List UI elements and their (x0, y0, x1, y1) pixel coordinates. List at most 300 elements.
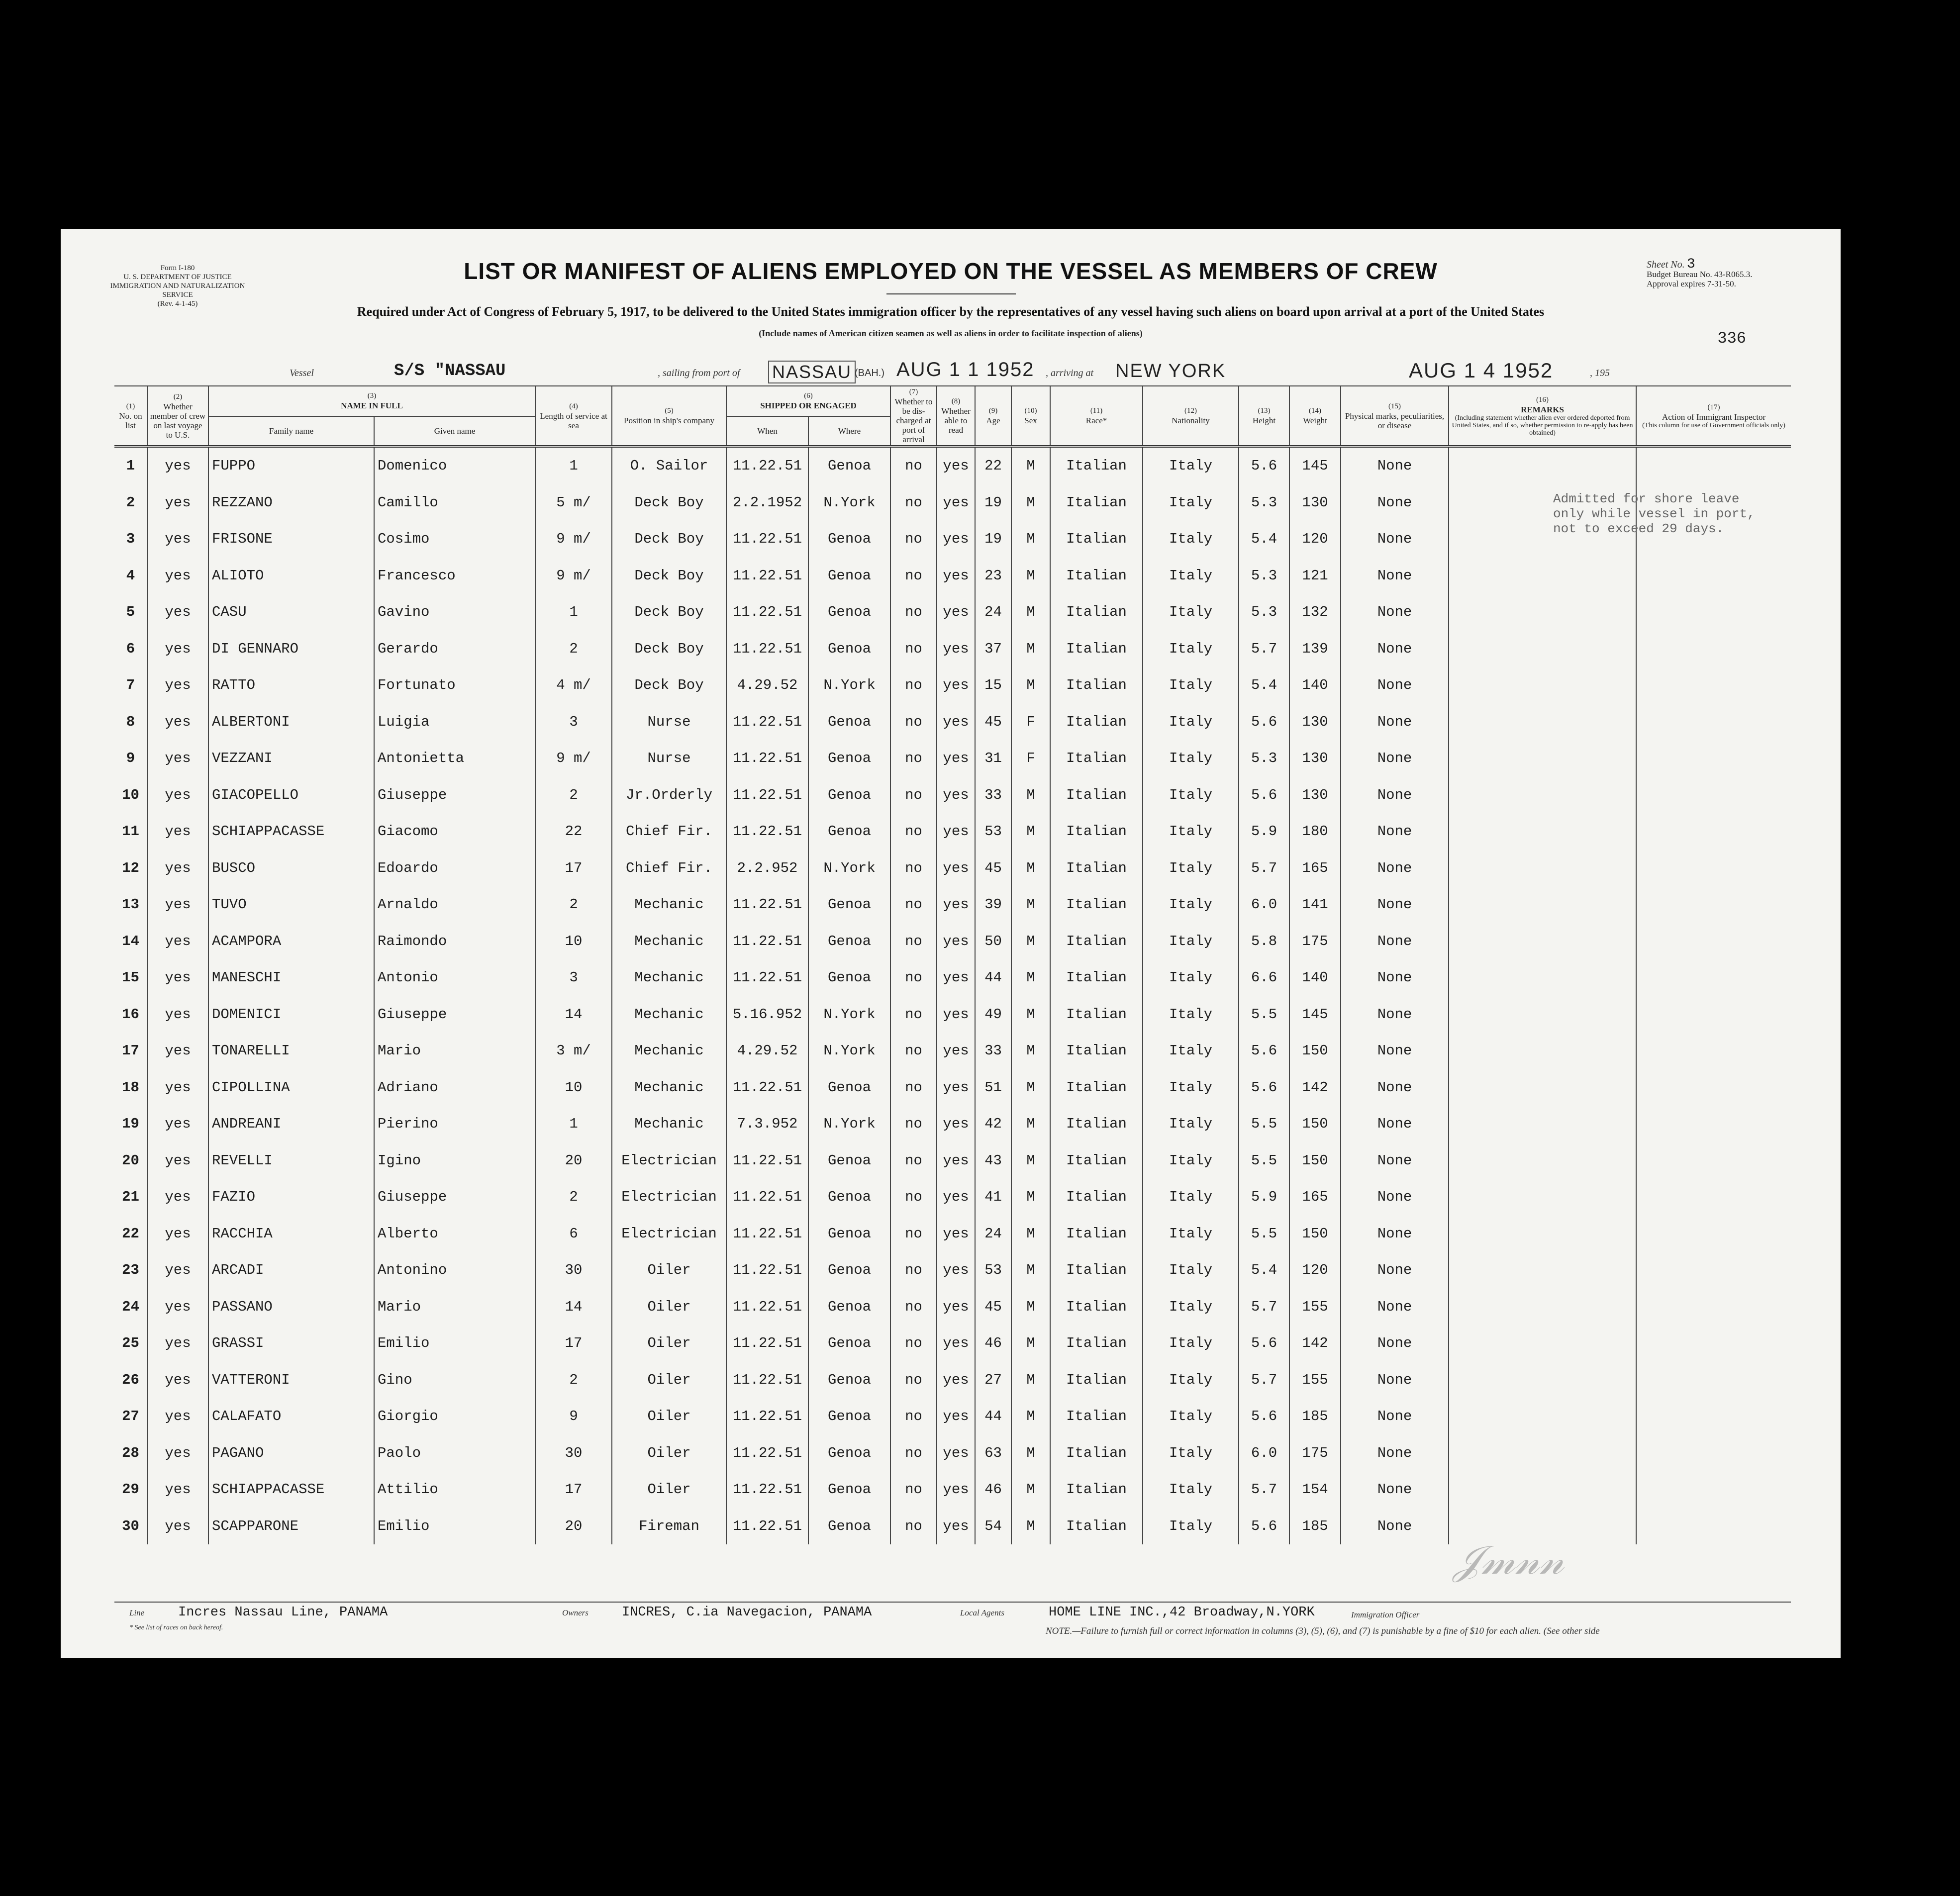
budget-number: Budget Bureau No. 43-R065.3. (1647, 270, 1753, 279)
given-name: Igino (374, 1142, 535, 1179)
race: Italian (1050, 594, 1143, 631)
age: 37 (975, 631, 1011, 667)
age: 33 (975, 777, 1011, 814)
shipped-when: 11.22.51 (726, 886, 808, 923)
remarks-cell (1449, 1252, 1636, 1289)
col-position-header: (5) Position in ship's company (612, 386, 726, 447)
agents-name: HOME LINE INC.,42 Broadway,N.YORK (1049, 1605, 1315, 1620)
physical-marks: None (1341, 777, 1449, 814)
position: Deck Boy (612, 521, 726, 558)
family-name: ALIOTO (208, 558, 374, 594)
row-number: 5 (126, 604, 135, 621)
shipped-where: Genoa (808, 1471, 890, 1508)
given-name: Raimondo (374, 923, 535, 960)
row-number: 10 (122, 786, 139, 803)
discharged: no (890, 886, 937, 923)
physical-marks: None (1341, 1362, 1449, 1399)
weight: 165 (1289, 850, 1341, 887)
nationality: Italy (1143, 813, 1239, 850)
sex: M (1011, 1435, 1050, 1472)
vessel-name: S/S "NASSAU (394, 362, 506, 380)
nationality: Italy (1143, 1142, 1239, 1179)
position: Mechanic (612, 923, 726, 960)
sailed-date: AUG 1 1 1952 (896, 359, 1035, 380)
sex: M (1011, 1508, 1050, 1545)
height: 5.6 (1239, 1069, 1289, 1106)
shipped-where: N.York (808, 996, 890, 1033)
age: 27 (975, 1362, 1011, 1399)
weight: 142 (1289, 1069, 1341, 1106)
weight: 185 (1289, 1398, 1341, 1435)
sex: M (1011, 1033, 1050, 1069)
weight: 120 (1289, 521, 1341, 558)
inspector-action-cell (1636, 1179, 1791, 1216)
height: 5.7 (1239, 1471, 1289, 1508)
shipped-where: N.York (808, 1033, 890, 1069)
crew-last-voyage: yes (147, 704, 208, 741)
remarks-cell (1449, 1069, 1636, 1106)
family-name: ACAMPORA (208, 923, 374, 960)
height: 5.6 (1239, 447, 1289, 484)
shipped-when: 11.22.51 (726, 740, 808, 777)
given-name: Mario (374, 1033, 535, 1069)
row-number: 23 (122, 1262, 139, 1279)
length-of-service: 9 (535, 1398, 612, 1435)
row-number: 30 (122, 1517, 139, 1534)
position: Deck Boy (612, 667, 726, 704)
age: 63 (975, 1435, 1011, 1472)
position: Deck Boy (612, 594, 726, 631)
shipped-where: N.York (808, 1106, 890, 1142)
given-name: Giuseppe (374, 777, 535, 814)
discharged: no (890, 1471, 937, 1508)
remarks-cell (1449, 959, 1636, 996)
position: Mechanic (612, 1106, 726, 1142)
crew-last-voyage: yes (147, 594, 208, 631)
sex: M (1011, 1179, 1050, 1216)
physical-marks: None (1341, 1398, 1449, 1435)
remarks-cell (1449, 1289, 1636, 1326)
inspector-action-cell (1636, 1508, 1791, 1545)
nationality: Italy (1143, 667, 1239, 704)
nationality: Italy (1143, 1252, 1239, 1289)
table-row (114, 1252, 1791, 1289)
physical-marks: None (1341, 1216, 1449, 1252)
discharged: no (890, 1289, 937, 1326)
inspector-action-cell (1636, 850, 1791, 887)
shipped-when: 11.22.51 (726, 1362, 808, 1399)
discharged: no (890, 1252, 937, 1289)
height: 5.7 (1239, 850, 1289, 887)
able-to-read: yes (937, 996, 975, 1033)
shipped-where: Genoa (808, 1142, 890, 1179)
length-of-service: 14 (535, 996, 612, 1033)
sex: M (1011, 1362, 1050, 1399)
crew-last-voyage: yes (147, 1289, 208, 1326)
races-note: * See list of races on back hereof. (129, 1624, 223, 1631)
nationality: Italy (1143, 704, 1239, 741)
physical-marks: None (1341, 1435, 1449, 1472)
table-row (114, 447, 1791, 484)
nationality: Italy (1143, 521, 1239, 558)
family-name: BUSCO (208, 850, 374, 887)
height: 6.0 (1239, 886, 1289, 923)
length-of-service: 2 (535, 886, 612, 923)
nationality: Italy (1143, 886, 1239, 923)
table-row (114, 631, 1791, 667)
sex: M (1011, 484, 1050, 521)
remarks-cell (1449, 1033, 1636, 1069)
weight: 154 (1289, 1471, 1341, 1508)
shipped-when: 11.22.51 (726, 447, 808, 484)
nationality: Italy (1143, 1106, 1239, 1142)
crew-last-voyage: yes (147, 959, 208, 996)
shipped-when: 11.22.51 (726, 594, 808, 631)
shipped-when: 11.22.51 (726, 1142, 808, 1179)
nationality: Italy (1143, 558, 1239, 594)
age: 53 (975, 1252, 1011, 1289)
remarks-cell (1449, 1216, 1636, 1252)
age: 50 (975, 923, 1011, 960)
vessel-label: Vessel (290, 368, 314, 379)
position: Oiler (612, 1471, 726, 1508)
weight: 145 (1289, 996, 1341, 1033)
family-name: SCAPPARONE (208, 1508, 374, 1545)
col-read-header: (8) Whether able to read (937, 386, 975, 447)
weight: 130 (1289, 704, 1341, 741)
shipped-when: 11.22.51 (726, 1508, 808, 1545)
crew-last-voyage: yes (147, 1471, 208, 1508)
row-number: 8 (126, 713, 135, 730)
nationality: Italy (1143, 1362, 1239, 1399)
able-to-read: yes (937, 813, 975, 850)
shipped-where: Genoa (808, 1179, 890, 1216)
height: 5.5 (1239, 996, 1289, 1033)
physical-marks: None (1341, 704, 1449, 741)
family-name: FUPPO (208, 447, 374, 484)
length-of-service: 1 (535, 594, 612, 631)
given-name: Fortunato (374, 667, 535, 704)
shipped-when: 11.22.51 (726, 521, 808, 558)
shipped-where: Genoa (808, 813, 890, 850)
length-of-service: 30 (535, 1435, 612, 1472)
from-port-note: (BAH.) (855, 368, 884, 379)
age: 45 (975, 850, 1011, 887)
position: O. Sailor (612, 447, 726, 484)
discharged: no (890, 1325, 937, 1362)
given-name: Alberto (374, 1216, 535, 1252)
age: 23 (975, 558, 1011, 594)
physical-marks: None (1341, 1033, 1449, 1069)
weight: 140 (1289, 959, 1341, 996)
family-name: REVELLI (208, 1142, 374, 1179)
col-race-header: (11) Race* (1050, 386, 1143, 447)
from-port: NASSAU (768, 361, 856, 383)
position: Deck Boy (612, 558, 726, 594)
crew-last-voyage: yes (147, 1106, 208, 1142)
discharged: no (890, 558, 937, 594)
position: Electrician (612, 1216, 726, 1252)
shipped-where: Genoa (808, 1435, 890, 1472)
height: 5.3 (1239, 740, 1289, 777)
race: Italian (1050, 813, 1143, 850)
age: 39 (975, 886, 1011, 923)
weight: 142 (1289, 1325, 1341, 1362)
shipped-when: 7.3.952 (726, 1106, 808, 1142)
race: Italian (1050, 558, 1143, 594)
inspector-action-cell (1636, 1398, 1791, 1435)
weight: 130 (1289, 484, 1341, 521)
col-given-name-header: Given name (374, 416, 535, 447)
col-when-header: When (726, 416, 808, 447)
sex: M (1011, 558, 1050, 594)
sex: M (1011, 996, 1050, 1033)
sex: M (1011, 1216, 1050, 1252)
family-name: SCHIAPPACASSE (208, 813, 374, 850)
weight: 180 (1289, 813, 1341, 850)
shipped-where: Genoa (808, 631, 890, 667)
weight: 150 (1289, 1033, 1341, 1069)
able-to-read: yes (937, 1069, 975, 1106)
race: Italian (1050, 521, 1143, 558)
race: Italian (1050, 1069, 1143, 1106)
nationality: Italy (1143, 594, 1239, 631)
position: Mechanic (612, 996, 726, 1033)
discharged: no (890, 667, 937, 704)
physical-marks: None (1341, 1325, 1449, 1362)
given-name: Luigia (374, 704, 535, 741)
row-number: 3 (126, 531, 135, 548)
inspector-action-cell (1636, 631, 1791, 667)
year-suffix: , 195 (1590, 368, 1610, 379)
title-rule (886, 293, 1016, 294)
shipped-when: 11.22.51 (726, 959, 808, 996)
col-name-header: (3) NAME IN FULL (208, 386, 535, 416)
remarks-shore-leave: Admitted for shore leave only while vessel in port, not to exceed 29 days. (1553, 491, 1755, 536)
race: Italian (1050, 1033, 1143, 1069)
inspector-action-cell (1636, 1033, 1791, 1069)
shipped-when: 4.29.52 (726, 667, 808, 704)
able-to-read: yes (937, 1142, 975, 1179)
table-row (114, 667, 1791, 704)
race: Italian (1050, 447, 1143, 484)
discharged: no (890, 1508, 937, 1545)
race: Italian (1050, 667, 1143, 704)
position: Electrician (612, 1179, 726, 1216)
remarks-cell (1449, 1398, 1636, 1435)
manifest-sheet (61, 229, 1841, 1658)
physical-marks: None (1341, 1508, 1449, 1545)
family-name: VATTERONI (208, 1362, 374, 1399)
discharged: no (890, 704, 937, 741)
given-name: Giacomo (374, 813, 535, 850)
given-name: Pierino (374, 1106, 535, 1142)
discharged: no (890, 996, 937, 1033)
row-number: 13 (122, 896, 139, 913)
crew-last-voyage: yes (147, 740, 208, 777)
col-sex-header: (10) Sex (1011, 386, 1050, 447)
race: Italian (1050, 1325, 1143, 1362)
crew-last-voyage: yes (147, 1362, 208, 1399)
remarks-cell (1449, 1142, 1636, 1179)
table-row (114, 704, 1791, 741)
length-of-service: 14 (535, 1289, 612, 1326)
service: IMMIGRATION AND NATURALIZATION SERVICE (110, 282, 245, 299)
able-to-read: yes (937, 1252, 975, 1289)
nationality: Italy (1143, 1179, 1239, 1216)
position: Fireman (612, 1508, 726, 1545)
race: Italian (1050, 704, 1143, 741)
given-name: Gerardo (374, 631, 535, 667)
family-name: FAZIO (208, 1179, 374, 1216)
crew-manifest-table (114, 385, 1791, 1544)
sex: M (1011, 850, 1050, 887)
col-age-header: (9) Age (975, 386, 1011, 447)
col-action-header: (17) Action of Immigrant Inspector (This column for use of Government officials only) (1636, 386, 1791, 447)
sex: M (1011, 1106, 1050, 1142)
age: 54 (975, 1508, 1011, 1545)
physical-marks: None (1341, 886, 1449, 923)
discharged: no (890, 1216, 937, 1252)
position: Mechanic (612, 1033, 726, 1069)
nationality: Italy (1143, 740, 1239, 777)
weight: 175 (1289, 1435, 1341, 1472)
age: 46 (975, 1325, 1011, 1362)
row-number: 12 (122, 859, 139, 876)
physical-marks: None (1341, 594, 1449, 631)
discharged: no (890, 923, 937, 960)
table-row (114, 1142, 1791, 1179)
family-name: TUVO (208, 886, 374, 923)
family-name: DI GENNARO (208, 631, 374, 667)
given-name: Giuseppe (374, 996, 535, 1033)
table-row (114, 484, 1791, 521)
to-port: NEW YORK (1115, 361, 1226, 381)
age: 24 (975, 594, 1011, 631)
family-name: REZZANO (208, 484, 374, 521)
shipped-where: Genoa (808, 1289, 890, 1326)
age: 44 (975, 1398, 1011, 1435)
able-to-read: yes (937, 1362, 975, 1399)
nationality: Italy (1143, 1325, 1239, 1362)
able-to-read: yes (937, 594, 975, 631)
row-number: 7 (126, 677, 135, 694)
sex: M (1011, 521, 1050, 558)
position: Oiler (612, 1398, 726, 1435)
row-number: 21 (122, 1189, 139, 1206)
physical-marks: None (1341, 1471, 1449, 1508)
sex: M (1011, 447, 1050, 484)
weight: 155 (1289, 1362, 1341, 1399)
form-number: Form I-180 (160, 264, 195, 272)
height: 5.6 (1239, 1508, 1289, 1545)
height: 5.4 (1239, 521, 1289, 558)
table-row (114, 521, 1791, 558)
age: 51 (975, 1069, 1011, 1106)
weight: 155 (1289, 1289, 1341, 1326)
shipped-where: Genoa (808, 740, 890, 777)
crew-last-voyage: yes (147, 631, 208, 667)
department: U. S. DEPARTMENT OF JUSTICE (123, 273, 232, 281)
height: 5.7 (1239, 1289, 1289, 1326)
race: Italian (1050, 886, 1143, 923)
age: 53 (975, 813, 1011, 850)
able-to-read: yes (937, 1106, 975, 1142)
row-number: 9 (126, 750, 135, 767)
physical-marks: None (1341, 923, 1449, 960)
shipped-when: 11.22.51 (726, 1216, 808, 1252)
page-number: 336 (1717, 329, 1746, 348)
given-name: Giorgio (374, 1398, 535, 1435)
row-number: 27 (122, 1408, 139, 1425)
length-of-service: 10 (535, 923, 612, 960)
position: Deck Boy (612, 484, 726, 521)
shipped-where: N.York (808, 850, 890, 887)
height: 5.7 (1239, 631, 1289, 667)
race: Italian (1050, 1435, 1143, 1472)
length-of-service: 17 (535, 1325, 612, 1362)
nationality: Italy (1143, 1471, 1239, 1508)
physical-marks: None (1341, 447, 1449, 484)
position: Oiler (612, 1252, 726, 1289)
family-name: TONARELLI (208, 1033, 374, 1069)
given-name: Edoardo (374, 850, 535, 887)
crew-last-voyage: yes (147, 1216, 208, 1252)
col-discharged-header: (7) Whether to be dis-charged at port of arrival (890, 386, 937, 447)
able-to-read: yes (937, 1216, 975, 1252)
weight: 140 (1289, 667, 1341, 704)
table-row (114, 777, 1791, 814)
shipped-where: N.York (808, 484, 890, 521)
col-crew-header: (2) Whether member of crew on last voyage to U.S. (147, 386, 208, 447)
height: 5.5 (1239, 1142, 1289, 1179)
physical-marks: None (1341, 1289, 1449, 1326)
inspector-action-cell (1636, 996, 1791, 1033)
shipped-where: Genoa (808, 594, 890, 631)
shipped-when: 11.22.51 (726, 1471, 808, 1508)
discharged: no (890, 521, 937, 558)
family-name: GIACOPELLO (208, 777, 374, 814)
weight: 150 (1289, 1106, 1341, 1142)
col-remarks-header: (16) REMARKS (Including statement whether alien ever ordered deported from United States, and if so, whether permission to re-apply has been obtained) (1449, 386, 1636, 447)
age: 15 (975, 667, 1011, 704)
row-number: 6 (126, 640, 135, 657)
length-of-service: 3 (535, 959, 612, 996)
table-row (114, 996, 1791, 1033)
crew-last-voyage: yes (147, 1252, 208, 1289)
able-to-read: yes (937, 1398, 975, 1435)
row-number: 16 (122, 1006, 139, 1023)
able-to-read: yes (937, 777, 975, 814)
inspector-action-cell (1636, 1252, 1791, 1289)
physical-marks: None (1341, 1106, 1449, 1142)
shipped-where: Genoa (808, 1252, 890, 1289)
race: Italian (1050, 1106, 1143, 1142)
length-of-service: 2 (535, 1179, 612, 1216)
height: 5.6 (1239, 1398, 1289, 1435)
inspector-action-cell (1636, 1362, 1791, 1399)
discharged: no (890, 1435, 937, 1472)
shipped-where: Genoa (808, 1508, 890, 1545)
table-row (114, 1179, 1791, 1216)
race: Italian (1050, 996, 1143, 1033)
shipped-where: Genoa (808, 704, 890, 741)
position: Oiler (612, 1362, 726, 1399)
remarks-cell (1449, 1325, 1636, 1362)
shipped-when: 11.22.51 (726, 1252, 808, 1289)
inspector-action-cell (1636, 667, 1791, 704)
weight: 185 (1289, 1508, 1341, 1545)
